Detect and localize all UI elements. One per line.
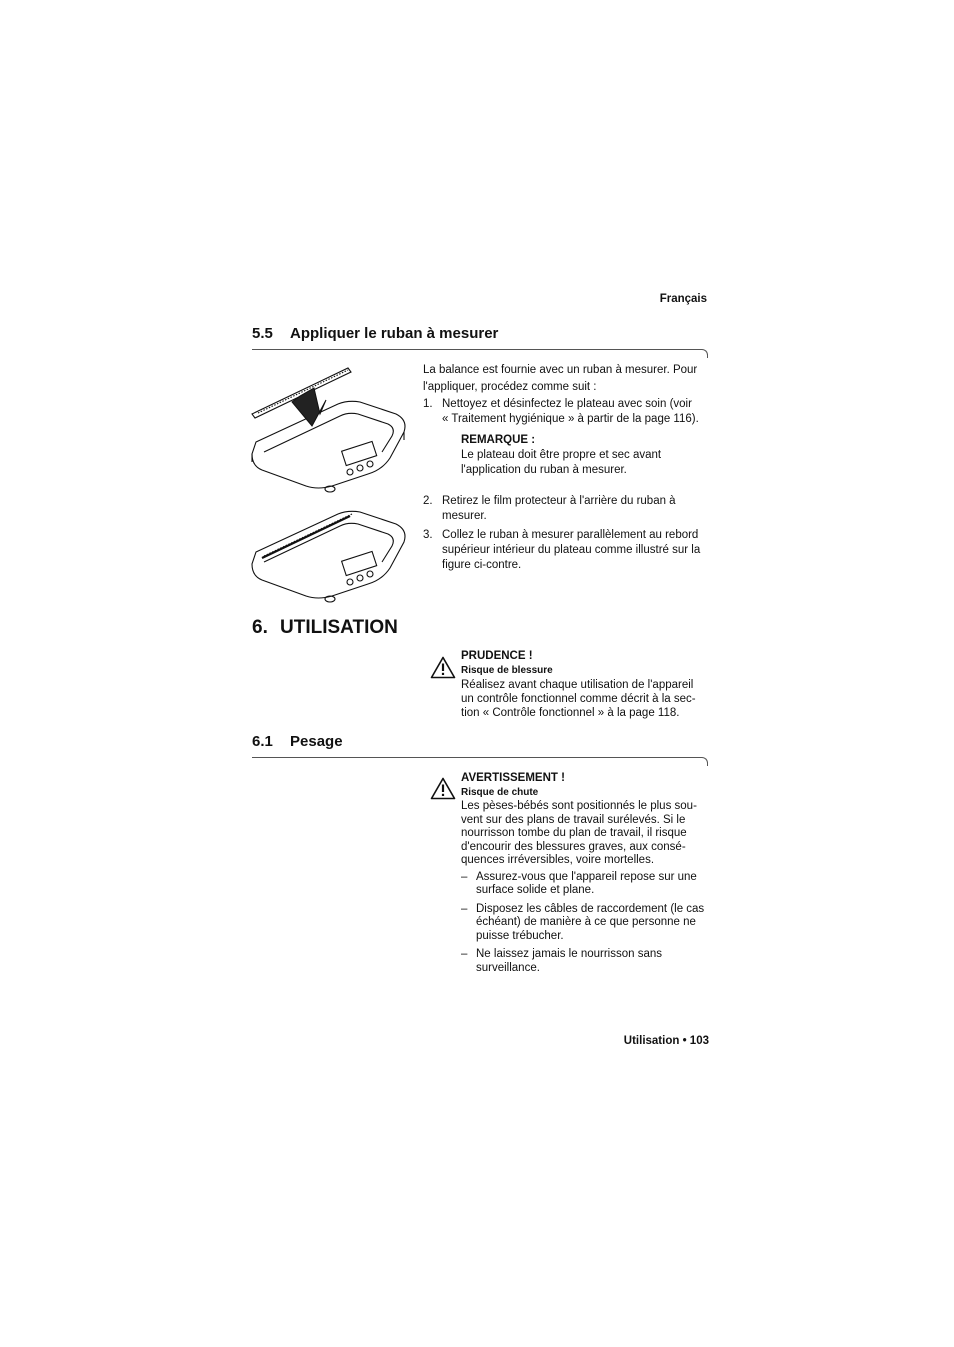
intro-line: l'appliquer, procédez comme suit : bbox=[423, 381, 597, 393]
list-text: « Traitement hygiénique » à partir de la page 116). bbox=[442, 413, 699, 425]
section-heading-6-1 bbox=[252, 733, 343, 750]
list-text: Retirez le film protecteur à l'arrière du ruban à bbox=[442, 495, 676, 507]
section-rule-end bbox=[701, 757, 708, 766]
chapter-heading-6 bbox=[252, 617, 398, 639]
bullet-text: Ne laissez jamais le nourrisson sans bbox=[476, 948, 662, 960]
section-rule-end bbox=[701, 349, 708, 358]
bullet-item bbox=[461, 871, 713, 898]
list-item bbox=[423, 528, 713, 573]
list-item bbox=[423, 494, 713, 524]
warning-line: nourrisson tombe du plan de travail, il risque bbox=[461, 827, 687, 839]
section-number: 6.1 bbox=[252, 733, 273, 750]
page-footer: Utilisation • 103 bbox=[623, 1035, 709, 1047]
section-heading-5-5 bbox=[252, 325, 498, 342]
list-text: supérieur intérieur du plateau comme illustré sur la bbox=[442, 544, 701, 556]
caution-text: tion « Contrôle fonctionnel » à la page 118. bbox=[461, 707, 680, 719]
list-item bbox=[423, 397, 713, 427]
section-rule bbox=[252, 757, 702, 758]
warning-line: Les pèses-bébés sont positionnés le plus sou- bbox=[461, 800, 697, 812]
warning-subtitle: Risque de chute bbox=[461, 787, 539, 798]
note-text: Le plateau doit être propre et sec avant bbox=[461, 449, 662, 461]
list-text: mesurer. bbox=[442, 510, 487, 522]
caution-text: Réalisez avant chaque utilisation de l'appareil bbox=[461, 679, 694, 691]
chapter-title: UTILISATION bbox=[280, 617, 398, 638]
list-number: 3. bbox=[423, 529, 433, 541]
section-rule bbox=[252, 349, 702, 350]
bullet-text: Assurez-vous que l'appareil repose sur une bbox=[476, 870, 697, 883]
bullet-dash: – bbox=[461, 948, 468, 960]
note-label: REMARQUE : bbox=[461, 434, 536, 446]
caution-label: PRUDENCE ! bbox=[461, 650, 533, 662]
bullet-text: surface solide et plane. bbox=[476, 884, 595, 896]
bullet-text: échéant) de manière à ce que personne ne bbox=[476, 916, 696, 928]
bullet-dash: – bbox=[461, 870, 468, 883]
caution-block bbox=[461, 649, 711, 721]
warning-line: vent sur des plans de travail surélevés. Si le bbox=[461, 813, 686, 826]
section-number: 5.5 bbox=[252, 325, 273, 342]
intro-line: La balance est fournie avec un ruban à mesurer. Pour bbox=[423, 364, 698, 376]
caution-subtitle: Risque de blessure bbox=[461, 665, 553, 676]
scale-illustration-tape-applied bbox=[248, 498, 413, 608]
section-title: Pesage bbox=[290, 733, 343, 750]
list-text: figure ci-contre. bbox=[442, 559, 522, 571]
list-number: 2. bbox=[423, 495, 433, 507]
bullet-text: Disposez les câbles de raccordement (le cas bbox=[476, 902, 705, 915]
note-text: l'application du ruban à mesurer. bbox=[461, 464, 627, 476]
caution-text: un contrôle fonctionnel comme décrit à la sec- bbox=[461, 693, 696, 705]
list-text: Nettoyez et désinfectez le plateau avec soin (voir bbox=[442, 398, 692, 410]
warning-label: AVERTISSEMENT ! bbox=[461, 772, 565, 784]
warning-triangle-icon bbox=[430, 777, 456, 800]
chapter-number: 6. bbox=[252, 617, 268, 638]
scale-illustration-tape-applying bbox=[248, 362, 413, 497]
bullet-text: surveillance. bbox=[476, 961, 540, 974]
warning-block bbox=[461, 771, 713, 975]
warning-triangle-icon bbox=[430, 656, 456, 679]
section-title: Appliquer le ruban à mesurer bbox=[290, 325, 499, 342]
warning-line: quences irréversibles, voire mortelles. bbox=[461, 854, 655, 866]
section-5-5-body bbox=[423, 363, 713, 573]
warning-line: d'encourir des blessures graves, aux consé- bbox=[461, 840, 686, 853]
bullet-text: puisse trébucher. bbox=[476, 929, 564, 942]
note-block bbox=[423, 433, 713, 478]
warning-text bbox=[461, 800, 713, 868]
bullet-item bbox=[461, 948, 713, 975]
bullet-item bbox=[461, 903, 713, 944]
list-number: 1. bbox=[423, 398, 433, 410]
language-label: Français bbox=[659, 293, 707, 305]
list-text: Collez le ruban à mesurer parallèlement au rebord bbox=[442, 529, 699, 541]
bullet-dash: – bbox=[461, 902, 468, 915]
